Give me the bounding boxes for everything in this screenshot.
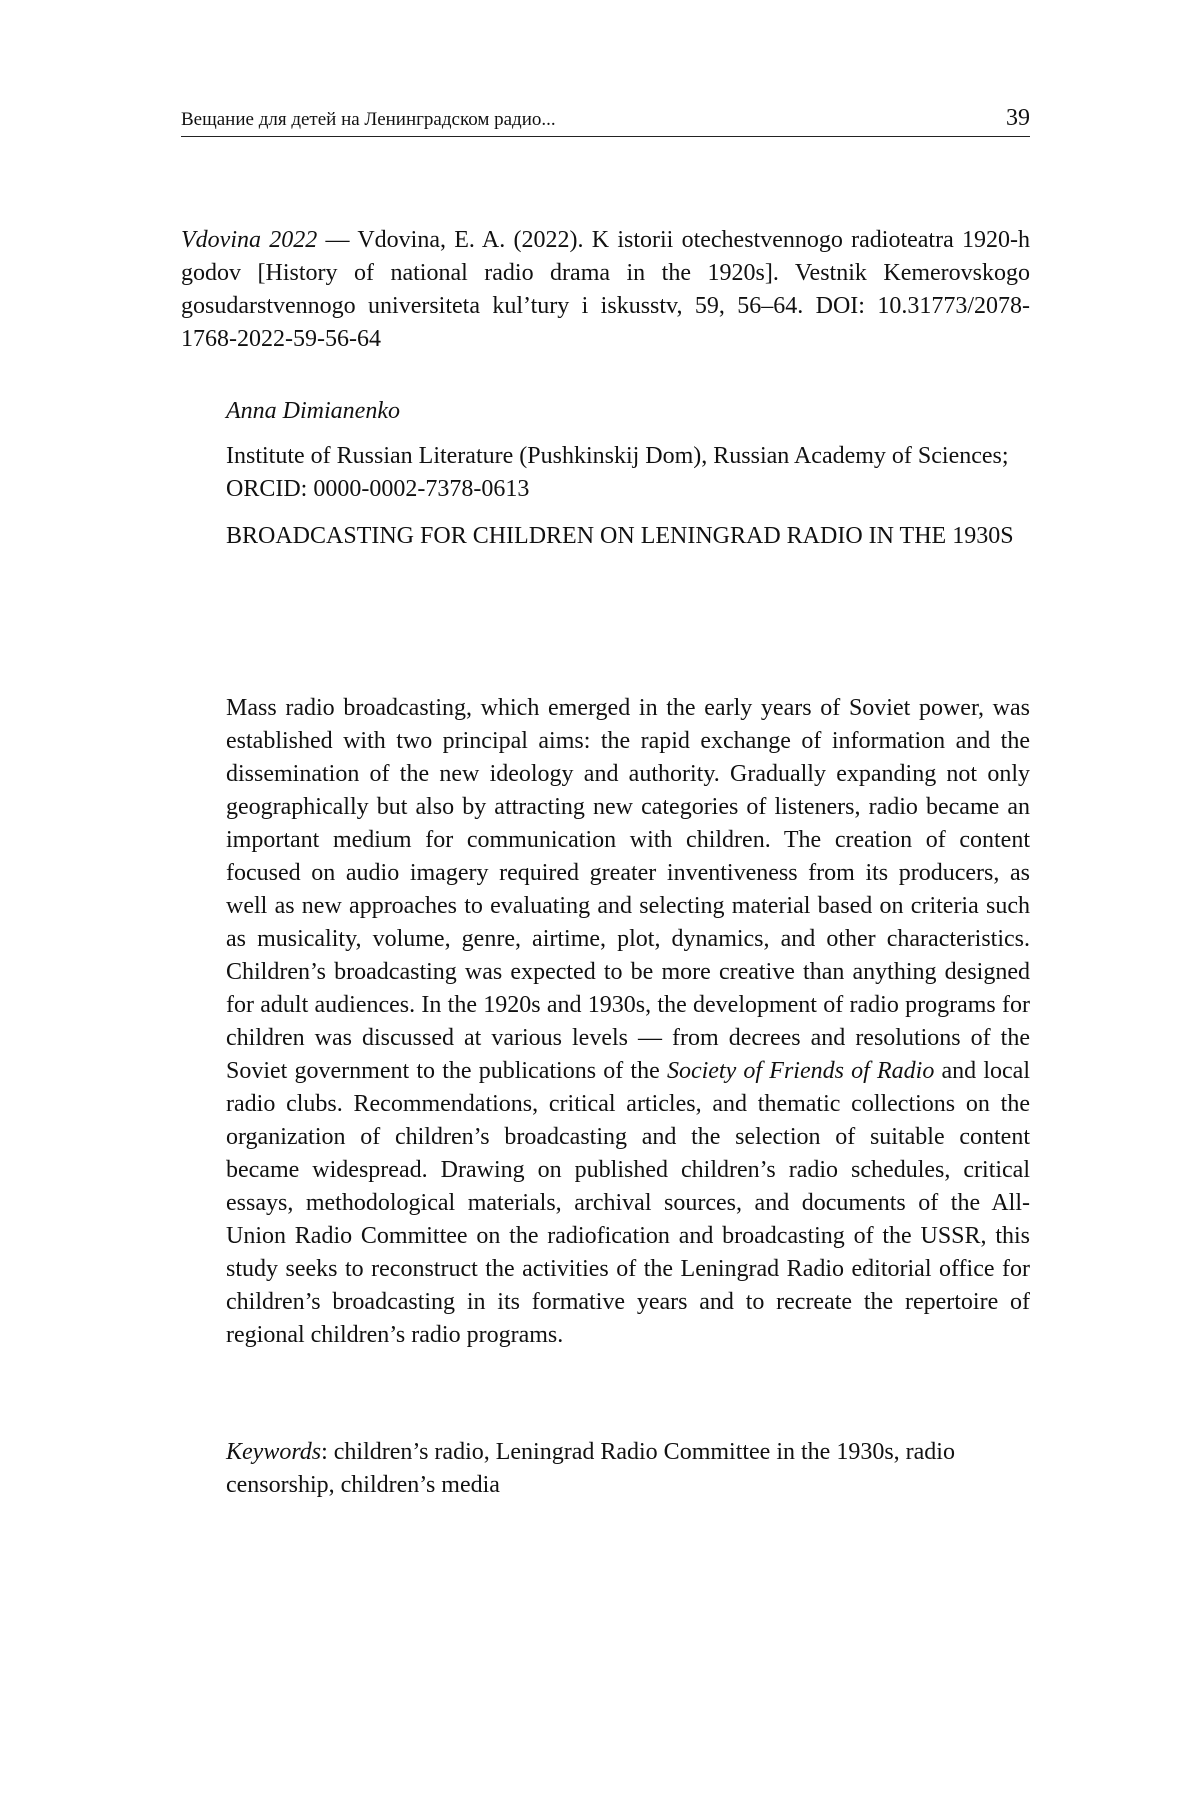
article-header xyxy=(226,395,1030,553)
abstract-italic: Society of Friends of Radio xyxy=(666,1058,935,1084)
page-number: 39 xyxy=(1006,105,1030,131)
author-name: Anna Dimianenko xyxy=(226,398,400,424)
keywords-text: : children’s radio, Leningrad Radio Committee in the 1930s, radio censorship, children’s media xyxy=(226,1439,955,1498)
reference-text: — Vdovina, E. A. (2022). K istorii otechestvennogo radioteatra 1920-h godov [History of national radio drama in the 1920s]. Vestnik Kemerovskogo gosudarstvennogo universiteta kul’tury i iskusstv, 59, 56–64. DOI: 10.31773/2078-1768-2022-59-56-64 xyxy=(181,227,1030,352)
abstract-text-2: and local radio clubs. Recommendations, critical articles, and thematic collections on the organization of children’s broadcasting and the selection of suitable content became widespread. Drawing on published children’s radio schedules, critical essays, methodological materials, archival sources, and documents of the All-Union Radio Committee on the radiofication and broadcasting of the USSR, this study seeks to reconstruct the activities of the Leningrad Radio editorial office for children’s broadcasting in its formative years and to recreate the repertoire of regional children’s radio programs. xyxy=(226,1058,1031,1348)
keywords-label: Keywords xyxy=(226,1439,322,1465)
reference-key: Vdovina 2022 xyxy=(181,227,318,253)
keywords xyxy=(226,1436,1030,1502)
article-title: BROADCASTING FOR CHILDREN ON LENINGRAD RADIO IN THE 1930S xyxy=(226,523,1014,549)
reference-entry xyxy=(181,224,1030,356)
abstract xyxy=(226,692,1030,1352)
author-affiliation: Institute of Russian Literature (Pushkinskij Dom), Russian Academy of Sciences; ORCID: 0000-0002-7378-0613 xyxy=(226,443,1009,502)
running-head-title: Вещание для детей на Ленинградском радио... xyxy=(181,109,556,130)
abstract-text-1: Mass radio broadcasting, which emerged in the early years of Soviet power, was established with two principal aims: the rapid exchange of information and the dissemination of the new ideology and authority. Gradually expanding not only geographically but also by attracting new categories of listeners, radio became an important medium for communication with children. The creation of content focused on audio imagery required greater inventiveness from its producers, as well as new approaches to evaluating and selecting material based on criteria such as musicality, volume, genre, airtime, plot, dynamics, and other characteristics. Children’s broadcasting was expected to be more creative than anything designed for adult audiences. In the 1920s and 1930s, the development of radio programs for children was discussed at various levels — from decrees and resolutions of the Soviet government to the publications of the xyxy=(226,695,1030,1084)
running-head xyxy=(181,105,1030,137)
